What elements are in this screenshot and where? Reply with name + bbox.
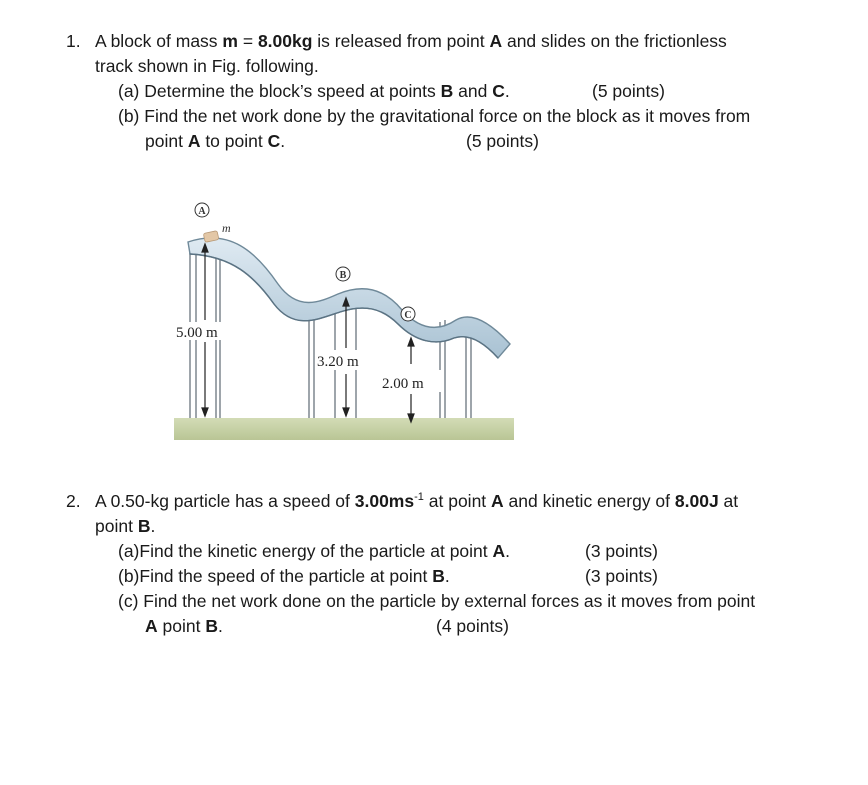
ground	[174, 418, 514, 440]
q1a-point-b: B	[440, 81, 454, 101]
q2-kinetic-energy: 8.00J	[674, 491, 719, 511]
q1-var-m: m	[222, 31, 238, 51]
q2a-point-a: A	[492, 541, 506, 561]
q2b-text: (b)Find the speed of the particle at point	[118, 566, 433, 586]
q2a-text: (a)Find the kinetic energy of the particle at point	[118, 541, 493, 561]
q2b-point-b: B	[432, 566, 445, 586]
track-figure	[170, 192, 515, 444]
q2c-text: .	[217, 616, 223, 636]
q2-part-a	[118, 539, 510, 563]
q2c-point-b: B	[205, 616, 218, 636]
q2c-points: (4 points)	[436, 616, 509, 636]
q2-part-c: (c) Find the net work done on the particle by external forces as it moves from point	[118, 591, 756, 611]
q1-text: is released from point	[312, 31, 490, 51]
q2-text: .	[150, 516, 156, 536]
q1b-point-c: C	[267, 131, 281, 151]
q1a-point-c: C	[492, 81, 505, 101]
label-height-a: 5.00 m	[176, 325, 218, 341]
q2-point-a: A	[491, 491, 504, 511]
label-point-c: C	[404, 310, 412, 321]
q2-text: and kinetic energy of	[503, 491, 675, 511]
q1-point-a: A	[489, 31, 503, 51]
q2-text: point	[95, 516, 138, 536]
q2-part-b	[118, 564, 450, 588]
q2-text: A 0.50-kg particle has a speed of	[95, 491, 355, 511]
q2-number: 2.	[66, 491, 81, 511]
label-m: m	[222, 221, 231, 235]
label-point-b: B	[339, 270, 347, 281]
q1-text: =	[237, 31, 258, 51]
q1-part-a	[118, 79, 510, 103]
q2-text: at	[718, 491, 739, 511]
q1-text: and slides on the frictionless	[502, 31, 727, 51]
q2c-point-a: A	[145, 616, 158, 636]
q1-text: A block of mass	[95, 31, 223, 51]
q2b-text: .	[444, 566, 450, 586]
q1-line2: track shown in Fig. following.	[95, 56, 319, 76]
q1b-points: (5 points)	[466, 131, 539, 151]
label-height-c: 2.00 m	[382, 376, 424, 392]
q2-point-b: B	[137, 516, 151, 536]
q1-line1	[95, 29, 727, 53]
q1-part-b: (b) Find the net work done by the gravitational force on the block as it moves from	[118, 106, 751, 126]
q2-speed: 3.00ms	[354, 491, 415, 511]
q1a-points: (5 points)	[592, 81, 665, 101]
q1-number: 1.	[66, 31, 81, 51]
q1b-text: point	[145, 131, 188, 151]
q1b-text: .	[280, 131, 286, 151]
q2a-text: .	[505, 541, 511, 561]
label-point-a: A	[198, 206, 206, 217]
q2-text: at point	[423, 491, 492, 511]
q2b-points: (3 points)	[585, 566, 658, 586]
q1-part-b-line2	[145, 129, 285, 153]
q2a-points: (3 points)	[585, 541, 658, 561]
q2c-text: point	[157, 616, 206, 636]
q1a-text: .	[504, 81, 510, 101]
q1a-text: and	[453, 81, 493, 101]
q2-speed-exponent: -1	[414, 491, 424, 504]
q1b-text: to point	[200, 131, 268, 151]
q1b-point-a: A	[187, 131, 201, 151]
q2-part-c-line2	[145, 614, 223, 638]
q2-line2	[95, 514, 155, 538]
label-height-b: 3.20 m	[317, 354, 359, 370]
q1-mass: 8.00kg	[257, 31, 313, 51]
q1a-text: (a) Determine the block’s speed at points	[118, 81, 441, 101]
q2-line1	[95, 489, 738, 513]
